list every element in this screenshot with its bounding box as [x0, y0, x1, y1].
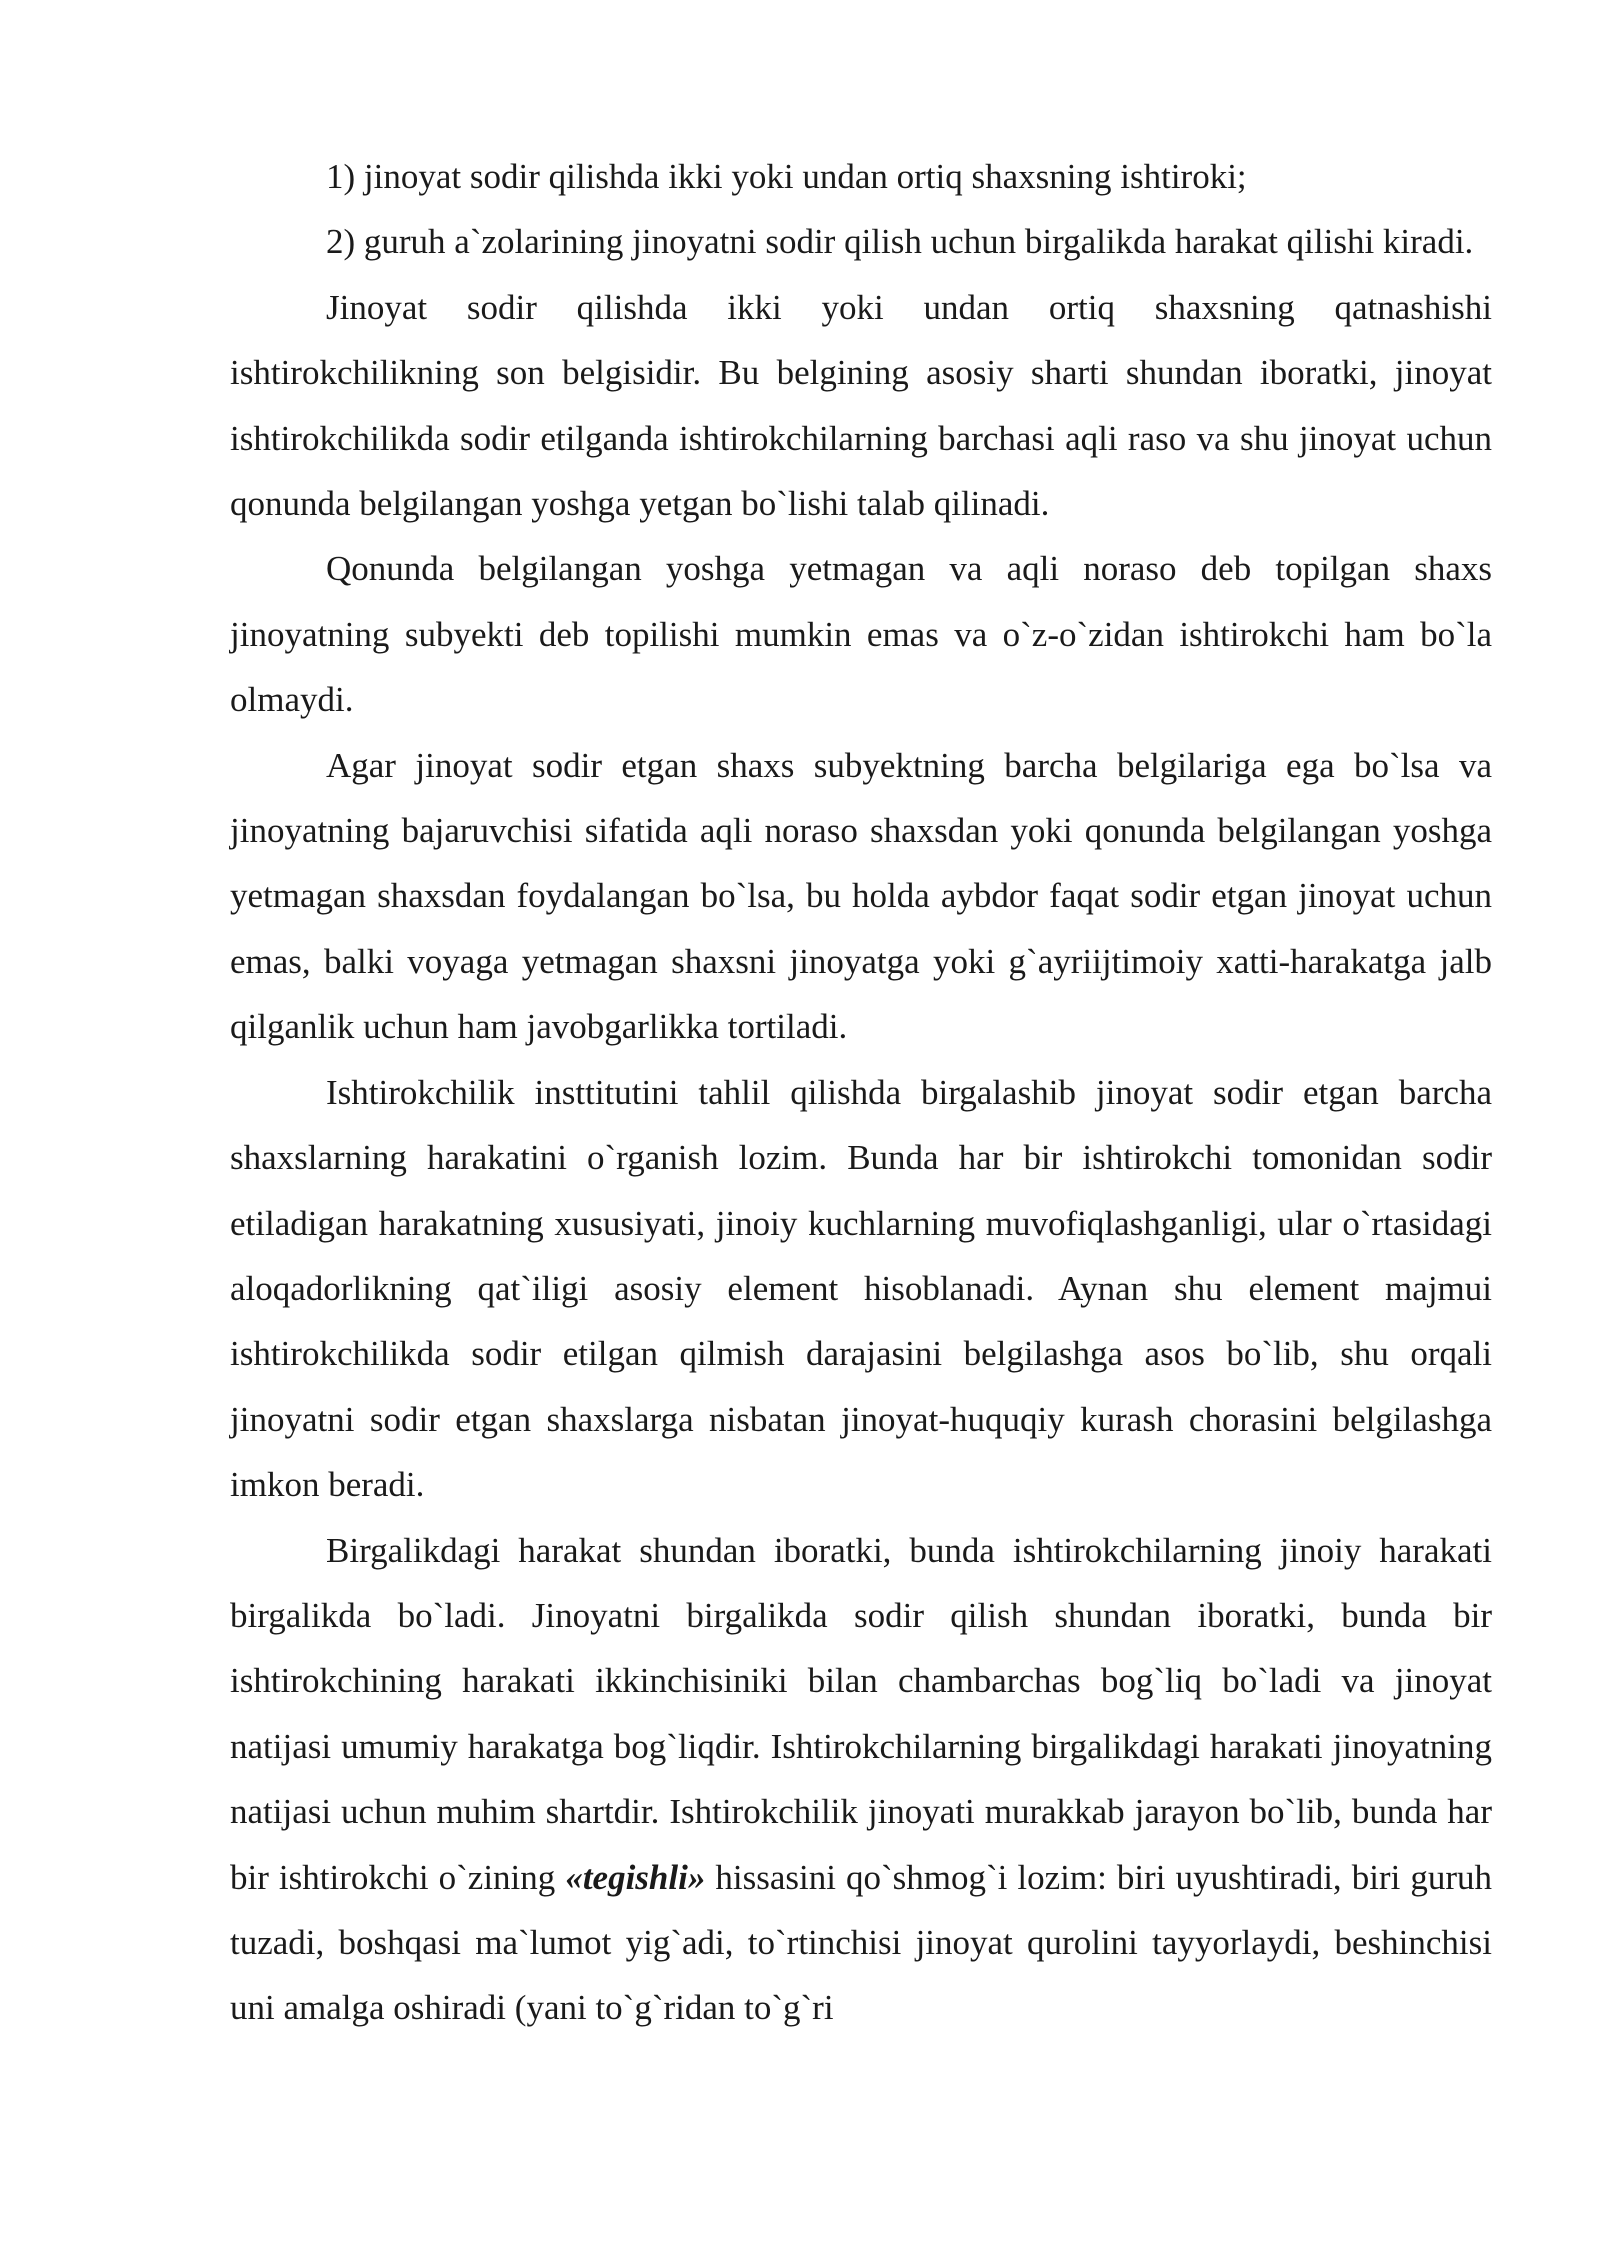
list-item-1: 1) jinoyat sodir qilishda ikki yoki undan ortiq shaxsning ishtiroki;: [326, 157, 1247, 196]
document-body: [230, 144, 1492, 2041]
list-item-2: 2) guruh a`zolarining jinoyatni sodir qilish uchun birgalikda harakat qilishi kiradi.: [326, 222, 1474, 262]
emphasized-term: «tegishli»: [565, 1857, 706, 1897]
paragraph-participant-count: Jinoyat sodir qilishda ikki yoki undan ortiq shaxsning qatnashishi ishtirokchilikning son belgisidir. Bu belgining asosiy sharti shundan iboratki, jinoyat ishtirokchilikda sodir etilganda ishtirokchilarning barchasi aqli raso va shu jinoyat uchun qonunda belgilangan yoshga yetgan bo`lishi talab qilinadi.: [230, 287, 1492, 524]
paragraph-text-before: Birgalikdagi harakat shundan iboratki, bunda ishtirokchilarning jinoiy harakati birgalikda bo`ladi. Jinoyatni birgalikda sodir qilish shundan iboratki, bunda bir ishtirokchining harakati ikkinchisiniki bilan chambarchas bog`liq bo`ladi va jinoyat natijasi umumiy harakatga bog`liqdir. Ishtirokchilarning birgalikdagi harakati jinoyatning natijasi uchun muhim shartdir. Ishtirokchilik jinoyati murakkab jarayon bo`lib, bunda har bir ishtirokchi o`zining: [230, 1530, 1492, 1897]
paragraph-liability: Agar jinoyat sodir etgan shaxs subyektning barcha belgilariga ega bo`lsa va jinoyatning bajaruvchisi sifatida aqli noraso shaxsdan yoki qonunda belgilangan yoshga yetmagan shaxsdan foydalangan bo`lsa, bu holda aybdor faqat sodir etgan jinoyat uchun emas, balki voyaga yetmagan shaxsni jinoyatga yoki g`ayriijtimoiy xatti-harakatga jalb qilganlik uchun ham javobgarlikka tortiladi.: [230, 745, 1492, 1047]
paragraph-age-sanity: Qonunda belgilangan yoshga yetmagan va aqli noraso deb topilgan shaxs jinoyatning subyekti deb topilishi mumkin emas va o`z-o`zidan ishtirokchi ham bo`la olmaydi.: [230, 549, 1492, 720]
paragraph-institute-analysis: Ishtirokchilik insttitutini tahlil qilishda birgalashib jinoyat sodir etgan barcha shaxslarning harakatini o`rganish lozim. Bunda har bir ishtirokchi tomonidan sodir etiladigan harakatning xususiyati, jinoiy kuchlarning muvofiqlashganligi, ular o`rtasidagi aloqadorlikning qat`iligi asosiy element hisoblanadi. Aynan shu element majmui ishtirokchilikda sodir etilgan qilmish darajasini belgilashga asos bo`lib, shu orqali jinoyatni sodir etgan shaxslarga nisbatan jinoyat-huquqiy kurash chorasini belgilashga imkon beradi.: [230, 1072, 1492, 1505]
paragraph-text-after: hissasini qo`shmog`i lozim: biri uyushtiradi, biri guruh tuzadi, boshqasi ma`lumot yig`adi, to`rtinchisi jinoyat qurolini tayyorlaydi, beshinchisi uni amalga oshiradi (yani to`g`ridan to`g`ri: [230, 1857, 1492, 2028]
paragraph-joint-action: [230, 1518, 1492, 2041]
